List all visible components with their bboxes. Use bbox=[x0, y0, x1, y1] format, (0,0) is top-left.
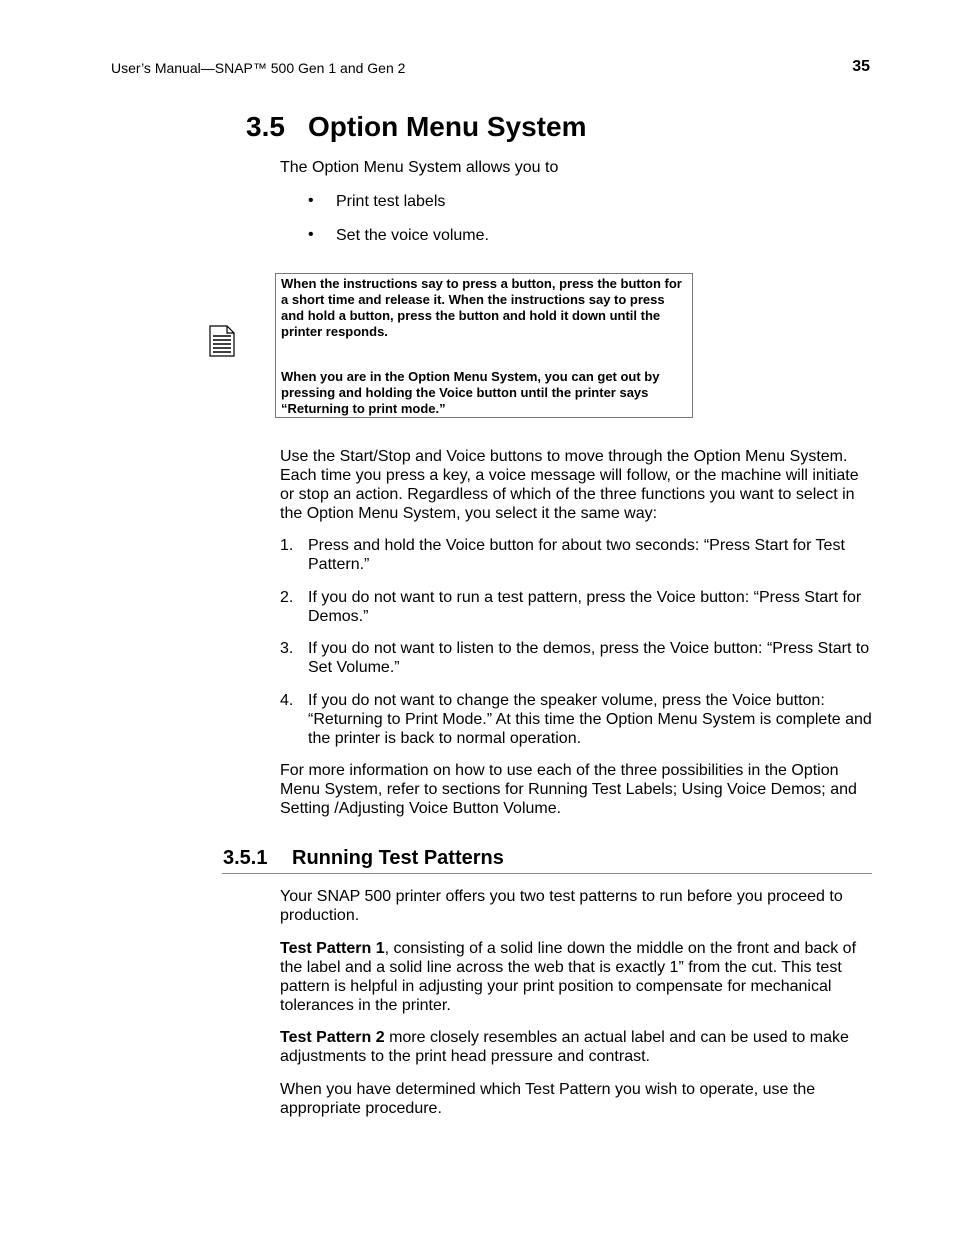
step-number: 4. bbox=[280, 692, 294, 709]
step-number: 2. bbox=[280, 589, 294, 606]
subsection-number: 3.5.1 bbox=[223, 847, 268, 869]
bullet-item: Set the voice volume. bbox=[336, 227, 489, 244]
step-text: If you do not want to listen to the demos, press the Voice button: “Press Start to Set Volume.” bbox=[308, 640, 870, 676]
step-text: If you do not want to run a test pattern, press the Voice button: “Press Start for Demos.” bbox=[308, 589, 862, 625]
heading-rule bbox=[222, 873, 872, 874]
note-paragraph: When you are in the Option Menu System, you can get out by pressing and holding the Voice button until the printer says “Returning to print mode.” bbox=[281, 369, 660, 416]
bullet-marker: • bbox=[308, 226, 314, 243]
step-number: 1. bbox=[280, 537, 294, 554]
page-number: 35 bbox=[852, 58, 870, 75]
usage-paragraph: Use the Start/Stop and Voice buttons to move through the Option Menu System. Each time you press a key, a voice message will follow, or the machine will initiate or stop an action. Regardless of which of the three functions you want to select in the Option Menu System, you select it the same way: bbox=[280, 448, 859, 522]
running-header: User’s Manual—SNAP™ 500 Gen 1 and Gen 2 bbox=[111, 60, 406, 76]
subsection-heading bbox=[223, 847, 504, 870]
note-box bbox=[275, 273, 693, 418]
step-text: If you do not want to change the speaker volume, press the Voice button: “Returning to Print Mode.” At this time the Option Menu System is complete and the printer is back to normal operation. bbox=[308, 692, 872, 747]
test-pattern-2-label: Test Pattern 2 bbox=[280, 1029, 385, 1046]
more-info-paragraph: For more information on how to use each of the three possibilities in the Option Menu System, refer to sections for Running Test Labels; Using Voice Demos; and Setting /Adjusting Voice Button Volume. bbox=[280, 762, 857, 817]
section-title: Option Menu System bbox=[308, 111, 587, 142]
test-pattern-2-paragraph bbox=[280, 1028, 872, 1066]
step-number: 3. bbox=[280, 640, 294, 657]
note-paragraph: When the instructions say to press a button, press the button for a short time and release it. When the instructions say to press and hold a button, press the button and hold it down until the printer responds. bbox=[281, 276, 682, 339]
test-pattern-1-paragraph bbox=[280, 939, 872, 1015]
subsection-intro: Your SNAP 500 printer offers you two test patterns to run before you proceed to production. bbox=[280, 888, 843, 924]
closing-paragraph: When you have determined which Test Pattern you wish to operate, use the appropriate procedure. bbox=[280, 1081, 816, 1117]
section-intro: The Option Menu System allows you to bbox=[280, 159, 559, 176]
subsection-title: Running Test Patterns bbox=[292, 847, 504, 869]
section-number: 3.5 bbox=[246, 111, 285, 142]
bullet-marker: • bbox=[308, 192, 314, 209]
note-page-icon bbox=[209, 325, 235, 357]
test-pattern-2-text: more closely resembles an actual label and can be used to make adjustments to the print head pressure and contrast. bbox=[280, 1029, 849, 1065]
section-heading bbox=[246, 111, 586, 143]
step-text: Press and hold the Voice button for about two seconds: “Press Start for Test Pattern.” bbox=[308, 537, 845, 573]
test-pattern-1-text: , consisting of a solid line down the middle on the front and back of the label and a solid line across the web that is exactly 1” from the cut. This test pattern is helpful in adjusting your print position to compensate for mechanical tolerances in the printer. bbox=[280, 940, 857, 1014]
test-pattern-1-label: Test Pattern 1 bbox=[280, 940, 385, 957]
bullet-item: Print test labels bbox=[336, 193, 446, 210]
